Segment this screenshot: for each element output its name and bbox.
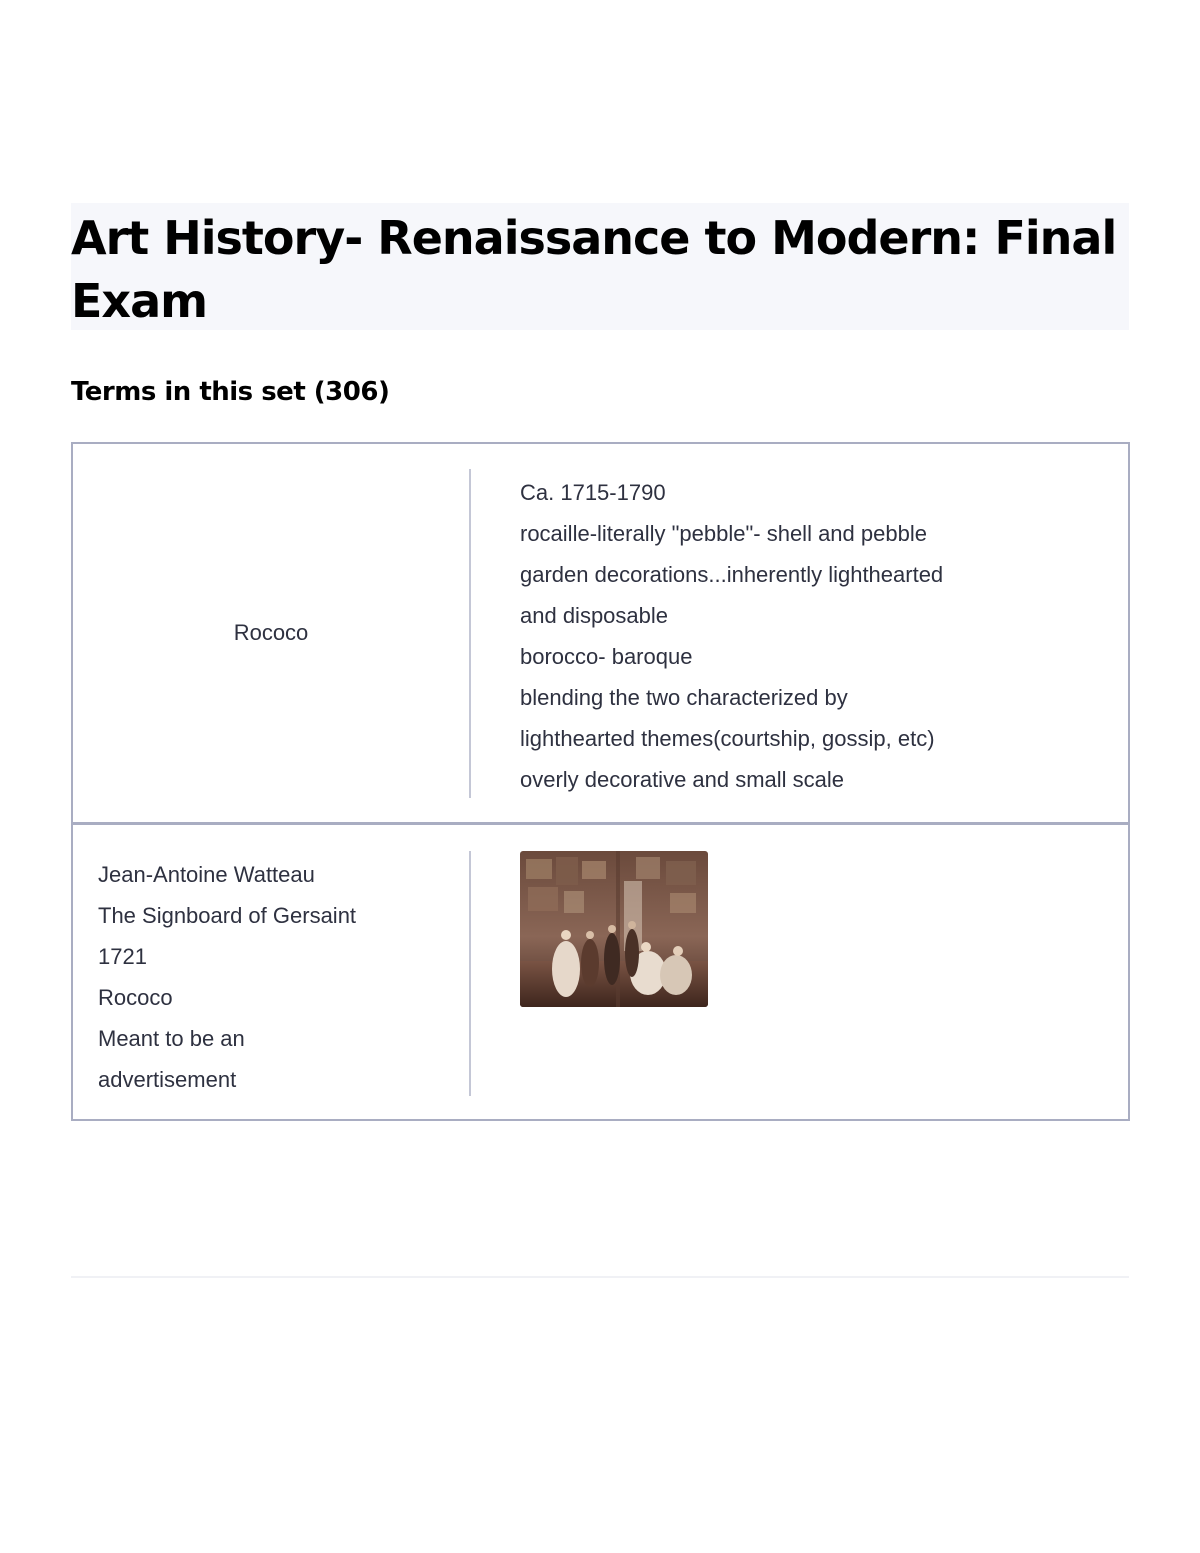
term-line: Meant to be an [98, 1026, 245, 1051]
term-cell [98, 854, 356, 1100]
term-line: 1721 [98, 944, 147, 969]
painting-thumbnail[interactable] [520, 851, 708, 1007]
definition-line: garden decorations...inherently lighthearted [520, 562, 944, 587]
page-title: Art History- Renaissance to Modern: Final Exam [71, 211, 1117, 328]
term-cell [73, 444, 469, 822]
definition-line: lighthearted themes(courtship, gossip, etc) [520, 726, 935, 751]
definition-cell [520, 472, 943, 800]
flashcard-row [73, 444, 1128, 822]
term-line: Rococo [98, 985, 173, 1010]
title-banner [71, 203, 1129, 330]
column-divider [469, 469, 471, 798]
flashcard-row [73, 822, 1128, 1119]
column-divider [469, 851, 471, 1096]
definition-line: overly decorative and small scale [520, 767, 845, 792]
term-line: The Signboard of Gersaint [98, 903, 357, 928]
flashcard-table [71, 442, 1130, 1121]
term-text: Rococo [233, 620, 309, 645]
definition-line: blending the two characterized by [520, 685, 848, 710]
terms-count-heading: Terms in this set (306) [71, 377, 390, 407]
definition-line: rocaille-literally "pebble"- shell and pebble [520, 521, 927, 546]
footer-divider [71, 1276, 1129, 1278]
term-line: advertisement [98, 1067, 237, 1092]
definition-line: and disposable [520, 603, 669, 628]
definition-line: borocco- baroque [520, 644, 693, 669]
definition-line: Ca. 1715-1790 [520, 480, 666, 505]
term-line: Jean-Antoine Watteau [98, 862, 315, 887]
